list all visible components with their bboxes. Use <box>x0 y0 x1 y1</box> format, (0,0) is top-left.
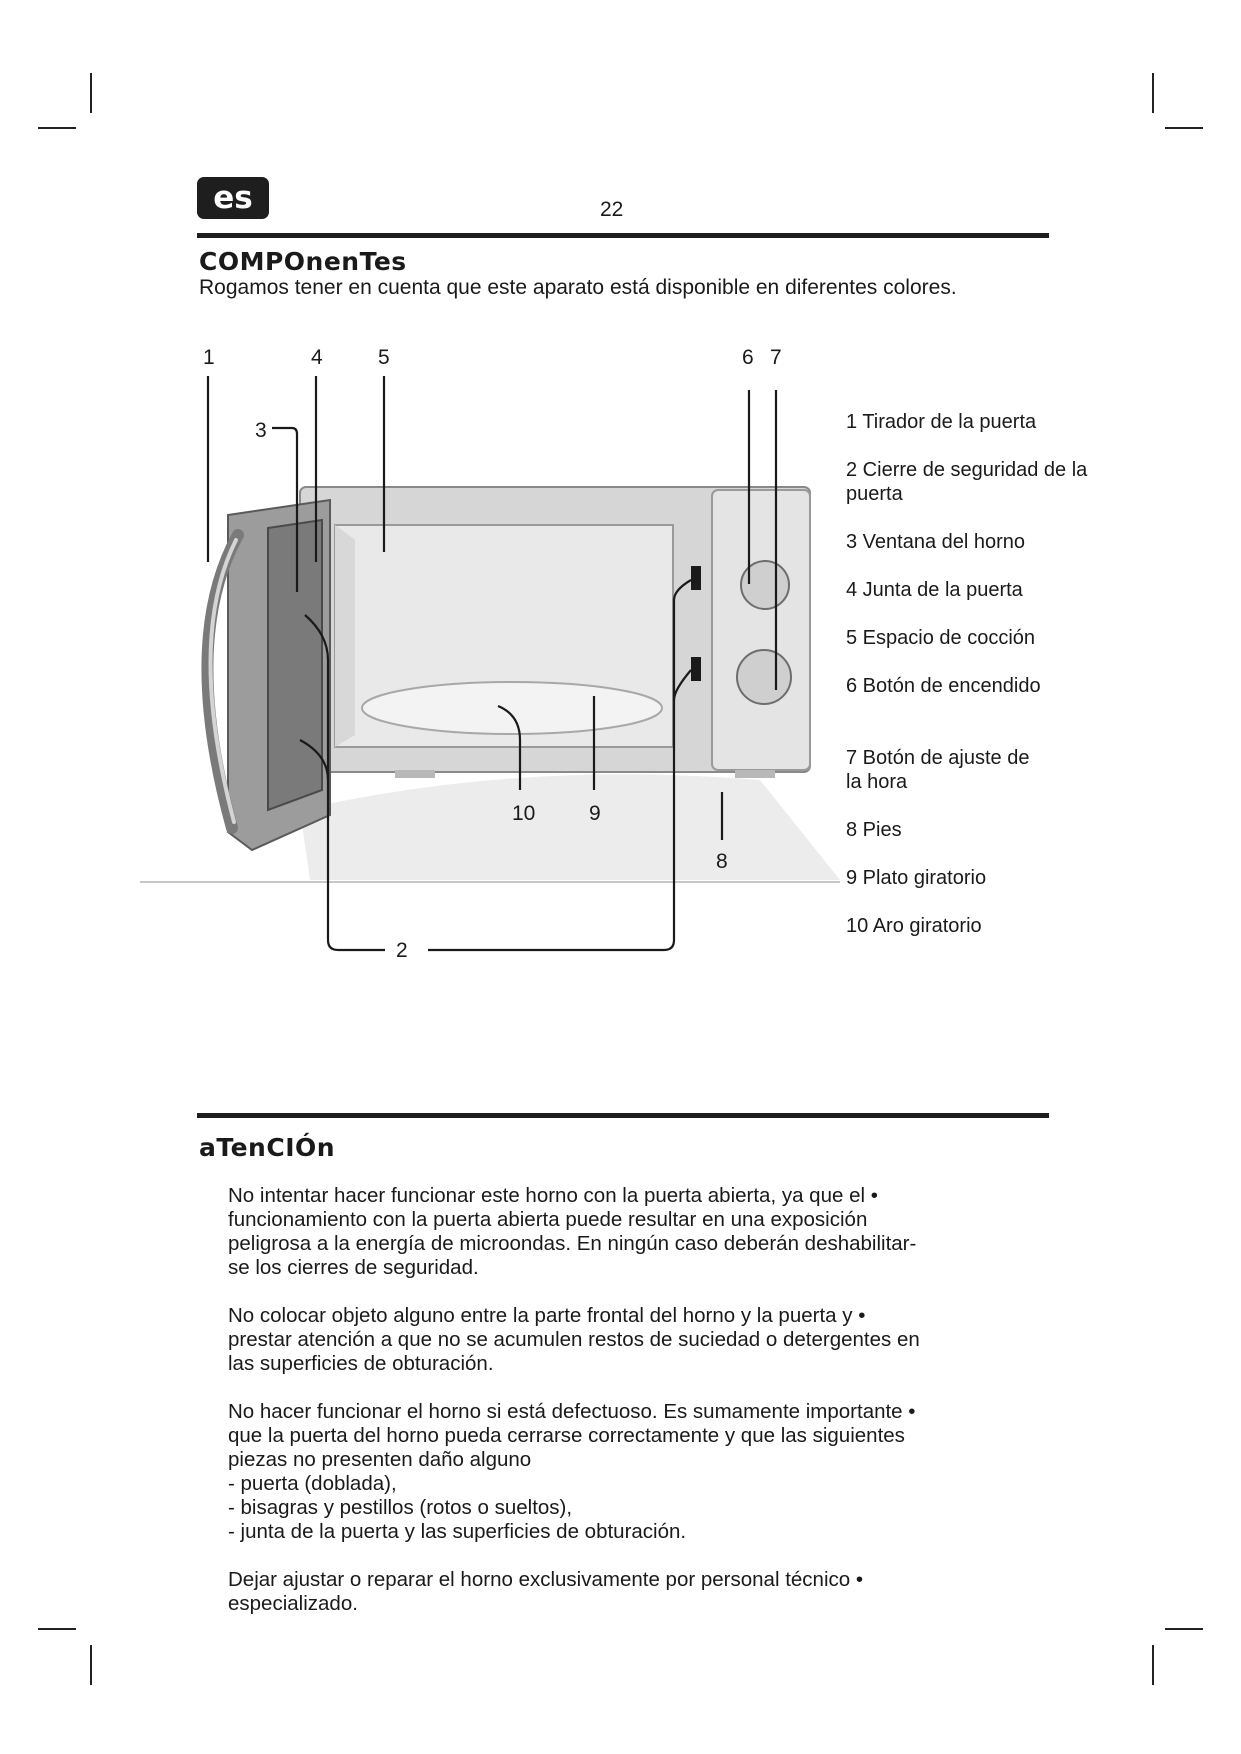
callout-1: 1 <box>203 346 215 369</box>
callout-3: 3 <box>255 419 267 442</box>
attention-title: aTenCIÓn <box>199 1133 336 1162</box>
crop-mark <box>1152 1645 1154 1685</box>
attention-paragraph: No hacer funcionar el horno si está defectuoso. Es sumamente importante • que la puerta del horno pueda cerrarse correctamente y que las siguientes piezas no presenten daño alguno - puerta (doblada), - bisagras y pestillos (rotos o sueltos), - junta de la puerta y las superficies de obturación. <box>228 1400 916 1543</box>
cavity-wall <box>335 525 355 747</box>
legend-item: 4 Junta de la puerta <box>846 579 1023 601</box>
components-intro: Rogamos tener en cuenta que este aparato está disponible en diferentes colores. <box>199 276 957 299</box>
crop-mark <box>90 1645 92 1685</box>
callout-7: 7 <box>770 346 782 369</box>
attention-body <box>228 1160 1048 1640</box>
foot <box>735 770 775 778</box>
legend-item: 2 Cierre de seguridad de la puerta <box>846 459 1088 505</box>
control-panel <box>712 490 810 770</box>
legend-item: 9 Plato giratorio <box>846 867 987 889</box>
floor-shadow <box>300 774 840 880</box>
attention-paragraph: Dejar ajustar o reparar el horno exclusivamente por personal técnico • especializado. <box>228 1568 864 1615</box>
legend-item: 7 Botón de ajuste de la hora <box>846 747 1030 793</box>
page-number: 22 <box>600 198 624 221</box>
callout-9: 9 <box>589 802 601 825</box>
callout-8: 8 <box>716 850 728 873</box>
timer-knob <box>737 650 791 704</box>
legend-item: 8 Pies <box>846 819 902 841</box>
legend-item: 10 Aro giratorio <box>846 915 982 937</box>
attention-paragraph: No colocar objeto alguno entre la parte frontal del horno y la puerta y • prestar atención a que no se acumulen restos de suciedad o detergentes en las superficies de obturación. <box>228 1304 920 1375</box>
callout-4: 4 <box>311 346 323 369</box>
callout-6: 6 <box>742 346 754 369</box>
crop-mark <box>1165 1628 1203 1630</box>
legend-item: 3 Ventana del horno <box>846 531 1026 553</box>
callout-5: 5 <box>378 346 390 369</box>
attention-paragraph: No intentar hacer funcionar este horno con la puerta abierta, ya que el • funcionamiento con la puerta abierta puede resultar en una exposición peligrosa a la energía de microondas. En ningún caso deberán deshabilitar- se los cierres de seguridad. <box>228 1184 917 1279</box>
section-divider <box>197 1113 1049 1118</box>
turntable-plate <box>362 682 662 734</box>
latch-slot <box>691 657 701 681</box>
callout-10: 10 <box>512 802 536 825</box>
latch-slot <box>691 566 701 590</box>
legend-item: 5 Espacio de cocción <box>846 627 1036 649</box>
legend-item: 6 Botón de encendido <box>846 675 1041 697</box>
callout-2: 2 <box>396 939 408 962</box>
crop-mark <box>38 1628 76 1630</box>
language-badge: es <box>197 177 269 219</box>
components-title: COMPOnenTes <box>199 247 407 276</box>
legend-item: 1 Tirador de la puerta <box>846 411 1037 433</box>
door-window <box>268 520 322 810</box>
foot <box>395 770 435 778</box>
